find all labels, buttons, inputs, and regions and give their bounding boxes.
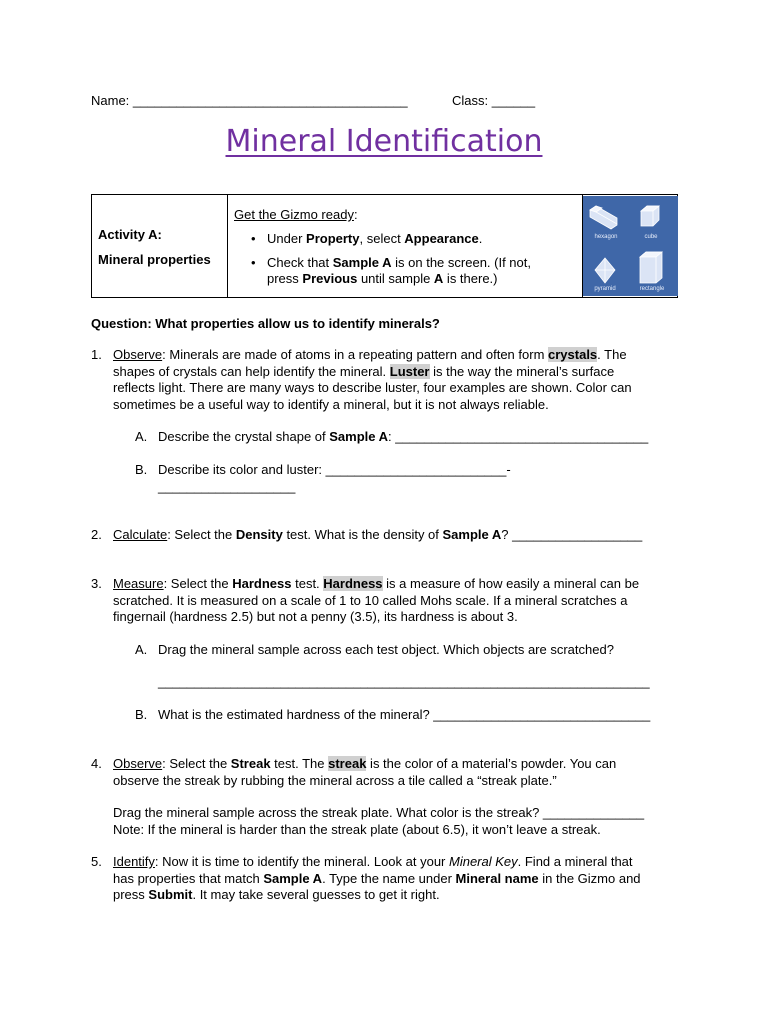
header-row (91, 93, 691, 111)
cube-crystal-icon (639, 204, 663, 230)
item-observe-crystals: Observe: Minerals are made of atoms in a repeating pattern and often form crystals. The shapes of crystals can help identify the mineral. Luster is the way the mineral’s surface reflects light. There are many ways to describe luster, four examples are shown. Color can sometimes be a useful way to identify a mineral, but it is not always reliable. (113, 347, 632, 412)
item-number: 5. (91, 854, 102, 869)
name-field (91, 93, 408, 108)
class-blank: ______ (491, 93, 536, 108)
item-measure-hardness: Measure: Select the Hardness test. Hardness is a measure of how easily a mineral can be scratched. It is measured on a scale of 1 to 10 called Mohs scale. If a mineral scratches a fingernail (hardness 2.5) but not a penny (3.5), its hardness is about 3. (113, 576, 640, 624)
hexagon-crystal-icon (587, 202, 623, 232)
activity-instructions-cell: Get the Gizmo ready: • Under Property, select Appearance. • Check that Sample A is on the screen. (If not, press Previous until sample A is there.) (228, 195, 583, 297)
item-observe-streak: Observe: Select the Streak test. The streak is the color of a material’s powder. You can observe the streak by rubbing the mineral across a tile called a “streak plate.” (113, 756, 617, 788)
sub-item-marker: A. (135, 642, 148, 657)
sub-item-marker: B. (135, 462, 148, 477)
streak-plate-prompt: Drag the mineral sample across the streak plate. What color is the streak? ______________ Note: If the mineral is harder than the streak plate (about 6.5), it won’t leave a streak. (113, 805, 645, 837)
item-number: 2. (91, 527, 102, 542)
item-number: 3. (91, 576, 102, 591)
question-heading: Question: What properties allow us to identify minerals? (91, 316, 440, 331)
rectangle-crystal-icon (638, 250, 666, 286)
shape-label: rectangle (639, 286, 665, 292)
class-field (452, 93, 535, 108)
sub-item-marker: B. (135, 707, 148, 722)
hardness-estimate-prompt: What is the estimated hardness of the mineral? ______________________________ (158, 707, 651, 722)
pyramid-crystal-icon (593, 256, 617, 286)
name-label: Name: (91, 93, 130, 108)
shape-label: pyramid (594, 286, 616, 292)
answer-line: ____________________________________________________________________ (158, 674, 650, 689)
item-number: 1. (91, 347, 102, 362)
activity-label: Activity A: (98, 227, 162, 242)
crystal-shapes-image (583, 196, 678, 296)
color-luster-prompt: Describe its color and luster: _________________________- ___________________ (158, 462, 511, 494)
gizmo-ready-heading: Get the Gizmo ready: (234, 207, 358, 222)
item-identify-mineral: Identify: Now it is time to identify the mineral. Look at your Mineral Key. Find a mineral that has properties that match Sample A. Type the name under Mineral name in the Gizmo and press Submit. It may take several guesses to get it right. (113, 854, 641, 902)
item-number: 4. (91, 756, 102, 771)
bullet-icon: • (251, 231, 256, 246)
shape-label: hexagon (594, 234, 618, 240)
bullet-icon: • (251, 255, 256, 270)
item-calculate-density: Calculate: Select the Density test. What is the density of Sample A? __________________ (113, 527, 643, 542)
activity-subtitle: Mineral properties (98, 252, 211, 267)
activity-table (91, 194, 678, 298)
class-label: Class: (452, 93, 489, 108)
activity-label-cell (92, 195, 228, 297)
page-title: Mineral Identification (225, 124, 543, 159)
shape-label: cube (644, 234, 658, 240)
crystal-shape-prompt: Describe the crystal shape of Sample A: ___________________________________ (158, 429, 649, 444)
scratch-test-prompt: Drag the mineral sample across each test object. Which objects are scratched? (158, 642, 614, 657)
name-blank: ______________________________________ (132, 93, 408, 108)
sub-item-marker: A. (135, 429, 148, 444)
